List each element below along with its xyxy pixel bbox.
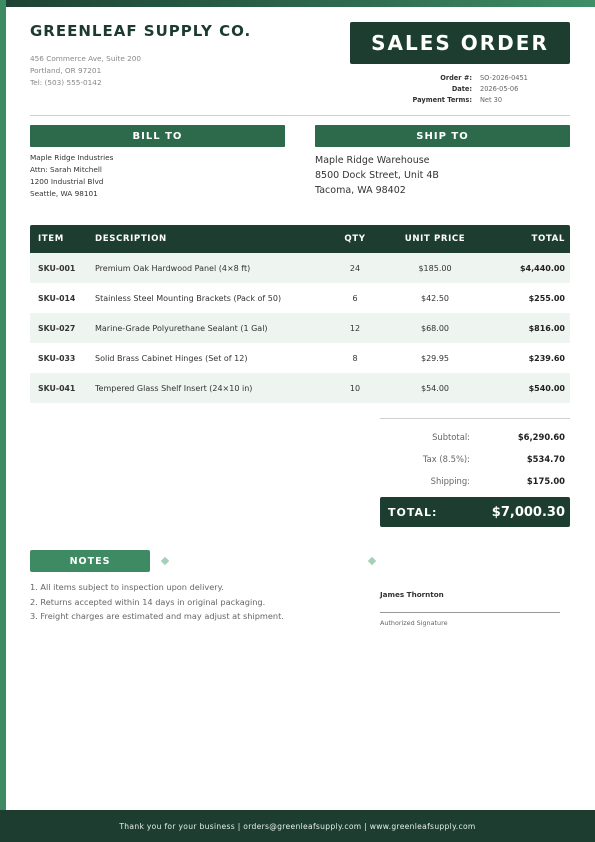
meta-label: Payment Terms: <box>412 95 472 104</box>
note-item: 2. Returns accepted within 14 days in original packaging. <box>30 596 266 607</box>
row-qty: 24 <box>349 263 361 273</box>
row-sku: SKU-027 <box>38 323 76 333</box>
ship-to-address <box>315 153 439 198</box>
shipping-row <box>380 470 570 492</box>
totals-summary <box>380 418 570 492</box>
row-sku: SKU-001 <box>38 263 76 273</box>
company-address <box>30 53 141 89</box>
row-description: Solid Brass Cabinet Hinges (Set of 12) <box>95 353 248 363</box>
footer-text: Thank you for your business | orders@greenleafsupply.com | www.greenleafsupply.com <box>119 821 476 831</box>
row-unit-price: $54.00 <box>421 383 449 393</box>
signer-name: James Thornton <box>380 590 444 599</box>
shipping-value: $175.00 <box>526 476 565 486</box>
order-number-row <box>380 72 570 83</box>
grand-total-value: $7,000.30 <box>491 504 565 520</box>
row-sku: SKU-041 <box>38 383 76 393</box>
row-unit-price: $42.50 <box>421 293 449 303</box>
company-phone: Tel: (503) 555-0142 <box>30 78 102 87</box>
row-unit-price: $68.00 <box>421 323 449 333</box>
diamond-ornament <box>368 557 376 565</box>
bill-to-heading: BILL TO <box>30 125 285 147</box>
table-row <box>30 373 570 403</box>
bill-to-address <box>30 152 113 200</box>
meta-label: Order #: <box>440 73 472 82</box>
footer <box>0 810 595 842</box>
grand-total-box <box>380 497 570 527</box>
company-address-line: Portland, OR 97201 <box>30 66 102 75</box>
header-total: TOTAL <box>531 234 565 244</box>
order-date-row <box>380 83 570 94</box>
table-header <box>30 225 570 253</box>
row-total: $816.00 <box>528 323 565 333</box>
table-row <box>30 283 570 313</box>
signature-line <box>380 612 560 613</box>
order-number: SO-2026-0451 <box>480 73 528 82</box>
note-item: 1. All items subject to inspection upon delivery. <box>30 582 224 592</box>
subtotal-value: $6,290.60 <box>517 432 565 442</box>
header-unit-price: UNIT PRICE <box>404 234 466 244</box>
row-description: Premium Oak Hardwood Panel (4×8 ft) <box>95 263 251 273</box>
diamond-ornament <box>161 557 169 565</box>
note-item: 3. Freight charges are estimated and may adjust at shipment. <box>30 611 284 622</box>
row-description: Tempered Glass Shelf Insert (24×10 in) <box>95 383 253 393</box>
row-qty: 12 <box>349 323 361 333</box>
header-item: ITEM <box>38 234 64 244</box>
notes-heading: NOTES <box>30 550 150 572</box>
meta-label: Date: <box>451 84 472 93</box>
row-sku: SKU-033 <box>38 353 76 363</box>
ship-to-line: 8500 Dock Street, Unit 4B <box>315 170 439 181</box>
notes-list <box>30 580 284 624</box>
row-sku: SKU-014 <box>38 293 76 303</box>
row-qty: 10 <box>349 383 361 393</box>
subtotal-row <box>380 426 570 448</box>
tax-label: Tax (8.5%): <box>422 454 470 464</box>
bill-to-line: Maple Ridge Industries <box>30 153 114 162</box>
row-qty: 8 <box>352 353 358 363</box>
bill-to-line: Attn: Sarah Mitchell <box>30 165 102 174</box>
row-description: Marine-Grade Polyurethane Sealant (1 Gal) <box>95 323 268 333</box>
payment-terms-row <box>380 94 570 105</box>
order-meta <box>380 72 570 105</box>
header-qty: QTY <box>344 234 366 244</box>
grand-total-label: TOTAL: <box>388 505 438 519</box>
shipping-label: Shipping: <box>430 476 470 486</box>
line-items-table <box>30 225 570 403</box>
top-accent-bar <box>0 0 595 7</box>
subtotal-label: Subtotal: <box>432 432 470 442</box>
bill-to-line: Seattle, WA 98101 <box>30 189 98 198</box>
row-unit-price: $29.95 <box>421 353 449 363</box>
ship-to-line: Tacoma, WA 98402 <box>315 185 406 196</box>
row-qty: 6 <box>352 293 358 303</box>
table-row <box>30 253 570 283</box>
ship-to-heading: SHIP TO <box>315 125 570 147</box>
table-row <box>30 343 570 373</box>
row-unit-price: $185.00 <box>418 263 452 273</box>
order-date: 2026-05-06 <box>480 84 519 93</box>
row-total: $255.00 <box>528 293 565 303</box>
signature-caption: Authorized Signature <box>380 619 448 627</box>
row-total: $4,440.00 <box>519 263 565 273</box>
header-description: DESCRIPTION <box>95 234 167 244</box>
header-divider <box>30 115 570 116</box>
left-accent-stripe <box>0 0 6 842</box>
row-description: Stainless Steel Mounting Brackets (Pack of 50) <box>95 293 282 303</box>
company-name: GREENLEAF SUPPLY CO. <box>30 22 252 40</box>
company-address-line: 456 Commerce Ave, Suite 200 <box>30 54 142 63</box>
tax-row <box>380 448 570 470</box>
ship-to-line: Maple Ridge Warehouse <box>315 155 430 166</box>
row-total: $540.00 <box>528 383 565 393</box>
payment-terms: Net 30 <box>480 95 503 104</box>
bill-to-line: 1200 Industrial Blvd <box>30 177 104 186</box>
table-row <box>30 313 570 343</box>
row-total: $239.60 <box>528 353 565 363</box>
tax-value: $534.70 <box>526 454 565 464</box>
document-title: SALES ORDER <box>350 22 570 64</box>
